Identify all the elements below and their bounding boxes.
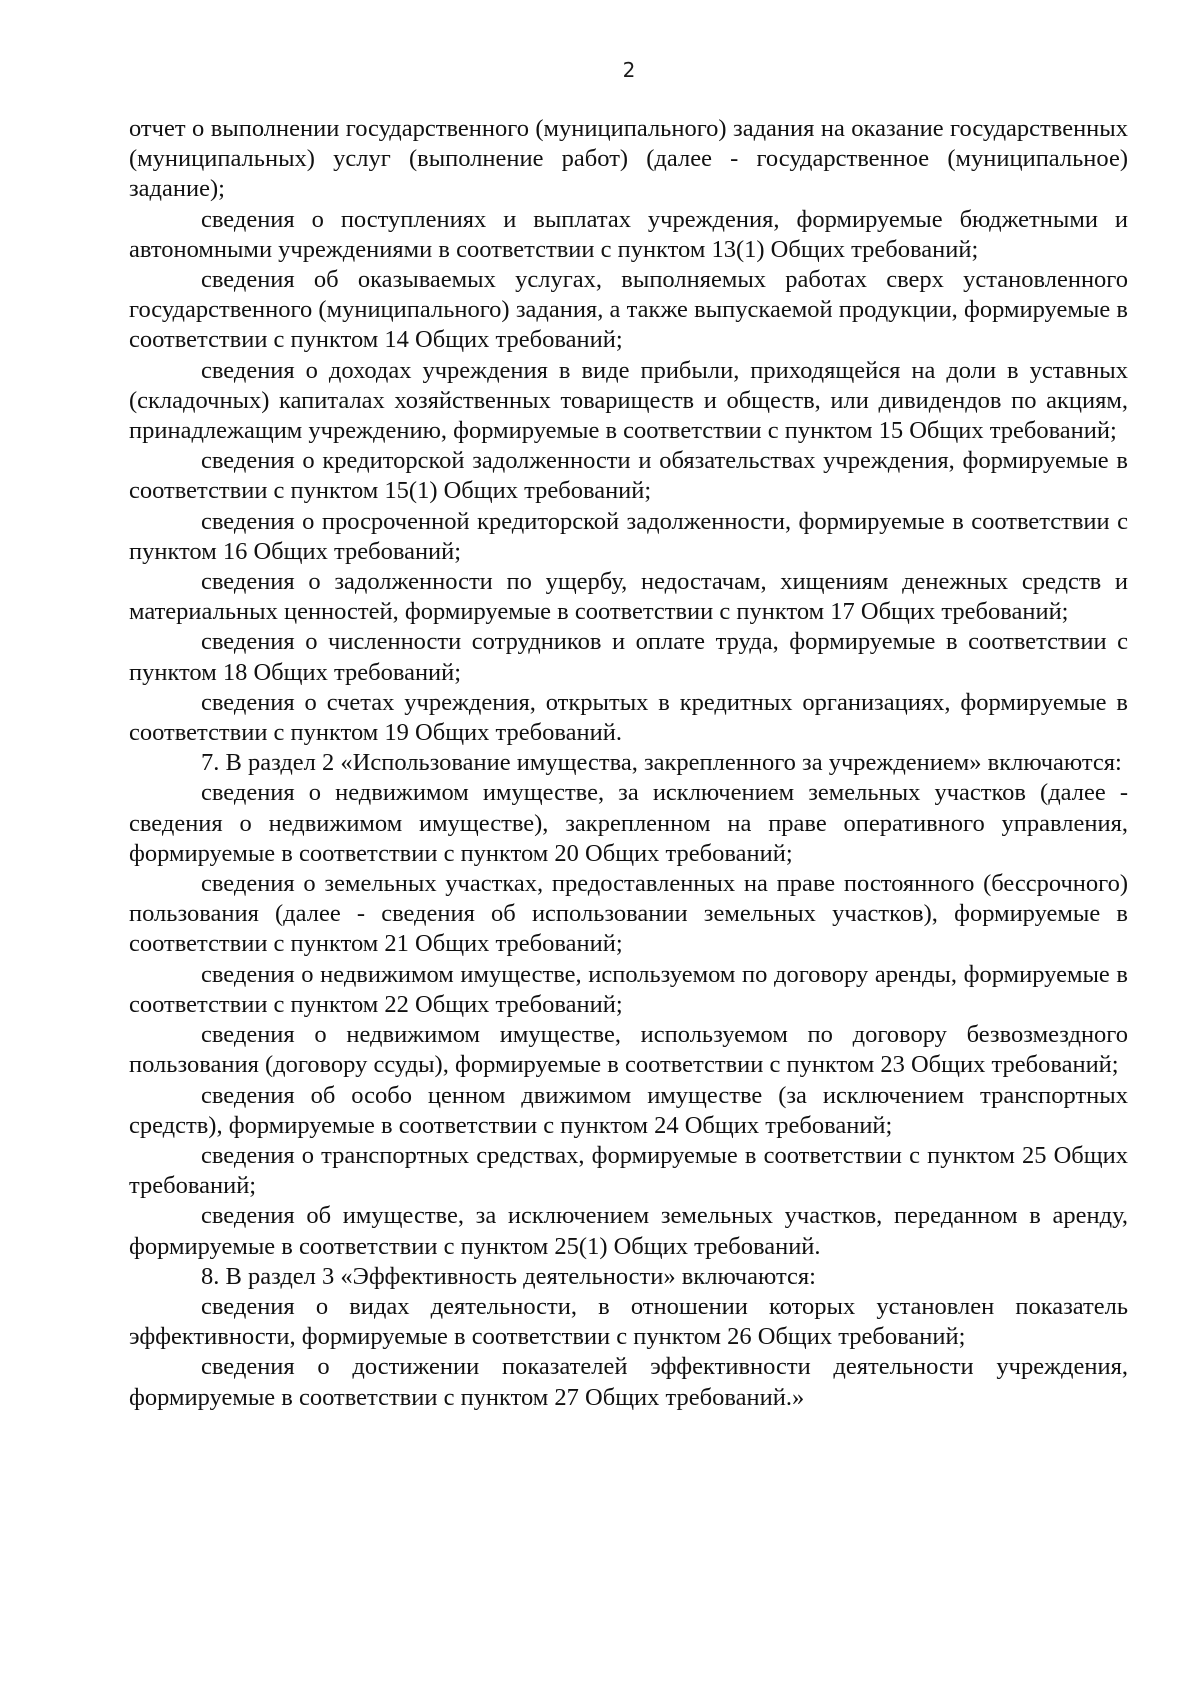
document-body — [129, 114, 1128, 1413]
paragraph-free-use: сведения о недвижимом имуществе, используемом по договору безвозмездного пользования (договору ссуды), формируемые в соответствии с пунктом 23 Общих требований; — [129, 1021, 1128, 1079]
paragraph-overdue-debt: сведения о просроченной кредиторской задолженности, формируемые в соответствии с пунктом 16 Общих требований; — [129, 507, 1128, 565]
paragraph-land-plots: сведения о земельных участках, предоставленных на праве постоянного (бессрочного) пользования (далее - сведения об использовании земельных участков), формируемые в соответствии с пунктом 21 Общих требований; — [129, 870, 1128, 958]
paragraph-section-2-heading: 7. В раздел 2 «Использование имущества, закрепленного за учреждением» включаются: — [201, 749, 1122, 777]
paragraph-receipts-payments: сведения о поступлениях и выплатах учреждения, формируемые бюджетными и автономными учреждениями в соответствии с пунктом 13(1) Общих требований; — [129, 205, 1128, 263]
paragraph-section-3-heading: 8. В раздел 3 «Эффективность деятельности» включаются: — [201, 1262, 816, 1290]
paragraph-staff-pay: сведения о численности сотрудников и оплате труда, формируемые в соответствии с пунктом 18 Общих требований; — [129, 628, 1128, 686]
paragraph-activity-types: сведения о видах деятельности, в отношении которых установлен показатель эффективности, формируемые в соответствии с пунктом 26 Общих требований; — [129, 1292, 1128, 1351]
paragraph-real-estate: сведения о недвижимом имуществе, за исключением земельных участков (далее - сведения о недвижимом имуществе), закрепленном на праве оперативного управления, формируемые в соответствии с пунктом 20 Общих требований; — [129, 779, 1128, 867]
paragraph-leased-out: сведения об имуществе, за исключением земельных участков, переданном в аренду, формируемые в соответствии с пунктом 25(1) Общих требований. — [129, 1202, 1128, 1260]
paragraph-services-works: сведения об оказываемых услугах, выполняемых работах сверх установленного государственного (муниципального) задания, а также выпускаемой продукции, формируемые в соответствии с пунктом 14 Общих требований; — [129, 266, 1128, 354]
paragraph-profit-income: сведения о доходах учреждения в виде прибыли, приходящейся на доли в уставных (складочных) капиталах хозяйственных товариществ и обществ, или дивидендов по акциям, принадлежащим учреждению, формируемые в соответствии с пунктом 15 Общих требований; — [129, 356, 1128, 445]
paragraph-state-task-report: отчет о выполнении государственного (муниципального) задания на оказание государственных (муниципальных) услуг (выполнение работ) (далее - государственное (муниципальное) задание); — [129, 115, 1128, 203]
paragraph-vehicles: сведения о транспортных средствах, формируемые в соответствии с пунктом 25 Общих требований; — [129, 1141, 1128, 1200]
page-number: 2 — [622, 58, 636, 82]
paragraph-creditor-debt: сведения о кредиторской задолженности и обязательствах учреждения, формируемые в соответствии с пунктом 15(1) Общих требований; — [129, 447, 1128, 505]
paragraph-efficiency-indicators: сведения о достижении показателей эффективности деятельности учреждения, формируемые в соответствии с пунктом 27 Общих требований.» — [129, 1353, 1128, 1411]
paragraph-bank-accounts: сведения о счетах учреждения, открытых в кредитных организациях, формируемые в соответствии с пунктом 19 Общих требований. — [129, 688, 1128, 747]
paragraph-damage-debt: сведения о задолженности по ущербу, недостачам, хищениям денежных средств и материальных ценностей, формируемые в соответствии с пунктом 17 Общих требований; — [129, 568, 1128, 626]
paragraph-valuable-movables: сведения об особо ценном движимом имуществе (за исключением транспортных средств), формируемые в соответствии с пунктом 24 Общих требований; — [129, 1081, 1128, 1139]
paragraph-lease: сведения о недвижимом имуществе, используемом по договору аренды, формируемые в соответствии с пунктом 22 Общих требований; — [129, 960, 1128, 1018]
